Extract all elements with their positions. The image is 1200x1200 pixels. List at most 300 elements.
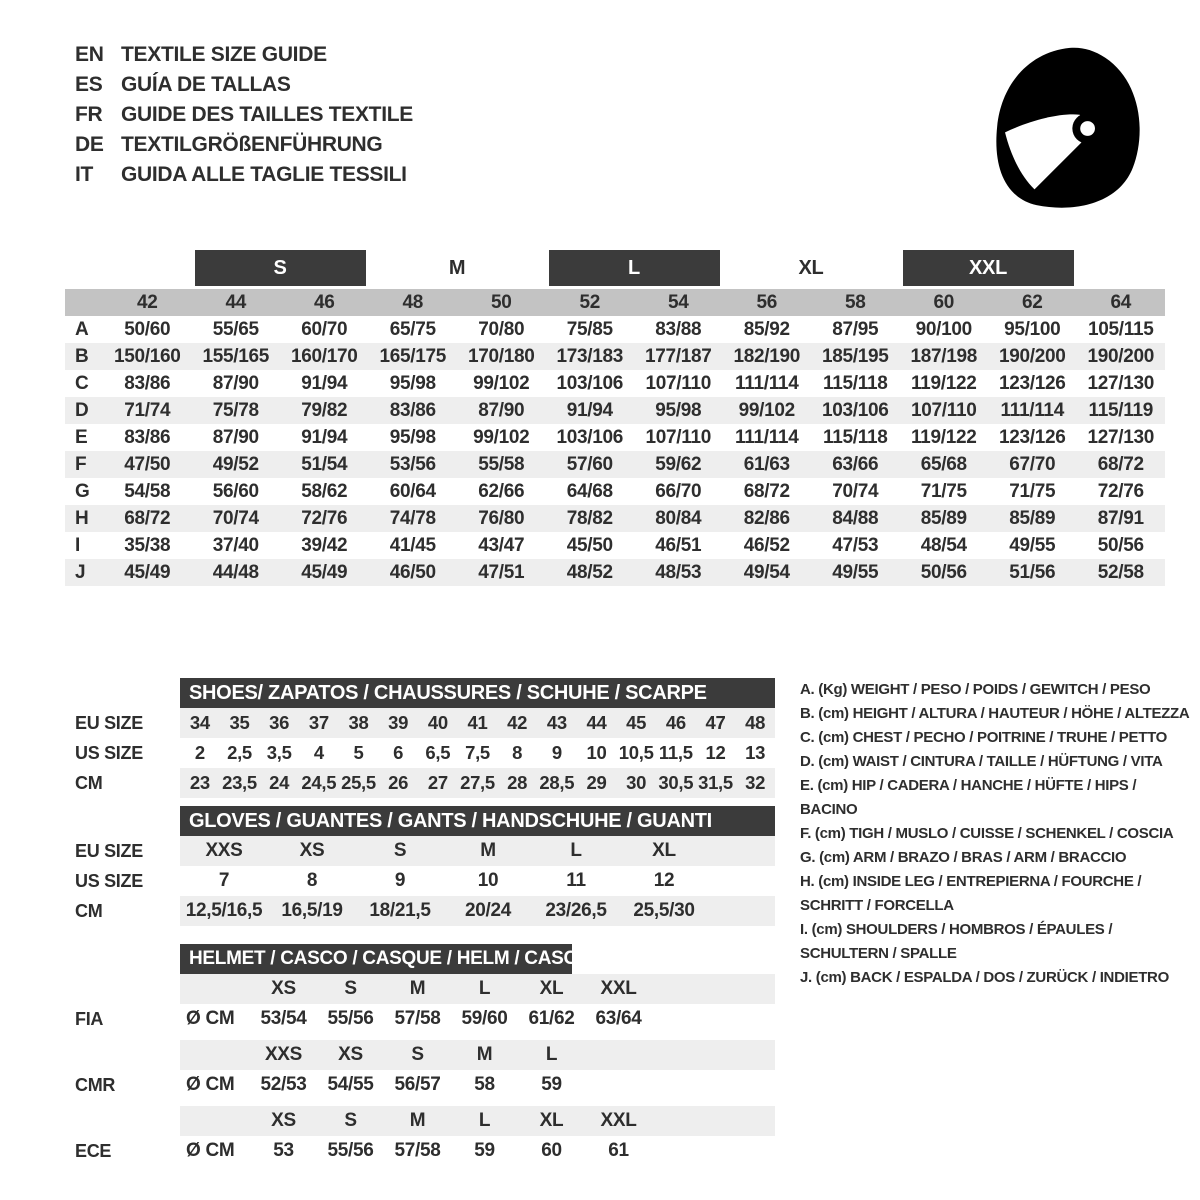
- size-cell: 123/126: [998, 426, 1066, 448]
- gloves-title: GLOVES / GUANTES / GANTS / HANDSCHUHE / GUANTI: [189, 809, 712, 832]
- size-cell: 85/89: [920, 507, 967, 529]
- size-value-cell: 57/58: [394, 1140, 441, 1161]
- size-cell: 95/98: [655, 399, 702, 421]
- size-cell: 95/98: [389, 372, 436, 394]
- helmet-value-row: [65, 1136, 775, 1166]
- table-cell: 27: [427, 772, 448, 793]
- size-cell: 53/56: [389, 453, 436, 475]
- size-row: [65, 451, 1165, 478]
- size-cell: 95/98: [389, 426, 436, 448]
- table-cell: 23/26,5: [545, 900, 607, 921]
- size-cell: 87/90: [212, 426, 259, 448]
- size-cell: 68/72: [743, 480, 790, 502]
- size-cell: 60/70: [301, 318, 348, 340]
- size-cell: 82/86: [743, 507, 790, 529]
- table-cell: 31,5: [698, 772, 733, 793]
- size-cell: 55/65: [212, 318, 259, 340]
- size-cell: 50/56: [920, 561, 967, 583]
- size-cell: 48/52: [566, 561, 613, 583]
- size-cell: 99/102: [473, 426, 530, 448]
- table-row: [65, 738, 775, 768]
- table-cell: 6,5: [425, 742, 451, 763]
- size-header-cell: XXS: [264, 1044, 303, 1065]
- size-cell: 115/119: [1088, 399, 1153, 421]
- shoes-table: [65, 678, 775, 798]
- size-header-cell: XS: [271, 1110, 296, 1131]
- size-cell: 68/72: [1097, 453, 1144, 475]
- helmet-size-row: [65, 1040, 775, 1070]
- size-cell: 47/50: [124, 453, 171, 475]
- size-value-cell: 61/62: [528, 1008, 575, 1029]
- size-row: [65, 397, 1165, 424]
- column-header: 56: [756, 291, 778, 313]
- size-cell: 65/68: [920, 453, 967, 475]
- gloves-table: [65, 806, 775, 926]
- table-cell: 8: [306, 870, 318, 891]
- size-cell: 47/51: [478, 561, 525, 583]
- legend-item: B. (cm) HEIGHT / ALTURA / HAUTEUR / HÖHE / ALTEZZA: [800, 705, 1190, 722]
- size-header-cell: XL: [539, 978, 564, 999]
- table-cell: 29: [586, 772, 607, 793]
- table-cell: 41: [467, 712, 488, 733]
- row-label: J: [75, 561, 86, 583]
- size-cell: 75/78: [212, 399, 259, 421]
- size-cell: 54/58: [124, 480, 171, 502]
- table-cell: 40: [427, 712, 448, 733]
- size-cell: 91/94: [566, 399, 613, 421]
- size-cell: 71/75: [1009, 480, 1056, 502]
- table-cell: 37: [308, 712, 329, 733]
- language-row: [75, 70, 413, 100]
- size-header-cell: XXL: [600, 1110, 637, 1131]
- size-cell: 119/122: [910, 372, 977, 394]
- table-cell: 16,5/19: [281, 900, 343, 921]
- language-code: FR: [75, 103, 103, 126]
- size-cell: 49/55: [832, 561, 879, 583]
- row-label: F: [75, 453, 87, 475]
- size-cell: 56/60: [212, 480, 259, 502]
- size-header-cell: S: [344, 978, 357, 999]
- legend-item: C. (cm) CHEST / PECHO / POITRINE / TRUHE / PETTO: [800, 729, 1168, 746]
- table-cell: M: [480, 840, 496, 861]
- unit-label: Ø CM: [186, 1140, 235, 1161]
- size-cell: 103/106: [821, 399, 889, 421]
- size-value-cell: 53: [273, 1140, 294, 1161]
- row-cells: [180, 974, 775, 1004]
- size-cell: 150/160: [113, 345, 181, 367]
- size-header-cell: L: [545, 1044, 558, 1065]
- table-cell: 25,5: [341, 772, 376, 793]
- size-cell: 84/88: [832, 507, 879, 529]
- legend-item: I. (cm) SHOULDERS / HOMBROS / ÉPAULES / SCHULTERN / SPALLE: [800, 921, 1113, 962]
- row-label: CMR: [75, 1074, 116, 1095]
- size-value-cell: 59: [541, 1074, 562, 1095]
- table-cell: 5: [353, 742, 364, 763]
- table-cell: 2: [194, 742, 205, 763]
- language-list: [75, 40, 413, 190]
- gloves-title-bar: [180, 806, 775, 836]
- size-value-cell: 61: [608, 1140, 629, 1161]
- row-label: A: [75, 318, 89, 340]
- table-cell: 35: [229, 712, 250, 733]
- size-cell: 78/82: [566, 507, 613, 529]
- size-cell: 52/58: [1097, 561, 1144, 583]
- size-header-cell: XXL: [600, 978, 637, 999]
- size-cell: 127/130: [1087, 372, 1155, 394]
- table-cell: S: [393, 840, 407, 861]
- table-cell: 30: [626, 772, 647, 793]
- row-cells: [180, 768, 775, 798]
- size-cell: 87/90: [212, 372, 259, 394]
- table-cell: 45: [626, 712, 647, 733]
- size-cell: 37/40: [212, 534, 259, 556]
- row-label: D: [75, 399, 89, 421]
- language-label: TEXTILE SIZE GUIDE: [121, 43, 327, 66]
- size-value-cell: 57/58: [394, 1008, 441, 1029]
- size-cell: 39/42: [301, 534, 348, 556]
- size-cell: 85/89: [1009, 507, 1056, 529]
- size-cell: 70/74: [832, 480, 879, 502]
- size-header-cell: M: [409, 978, 426, 999]
- size-cell: 75/85: [566, 318, 613, 340]
- language-row: [75, 40, 413, 70]
- table-cell: 46: [665, 712, 686, 733]
- language-label: GUIDE DES TAILLES TEXTILE: [121, 103, 413, 126]
- size-cell: 155/165: [202, 345, 270, 367]
- table-cell: 23: [189, 772, 210, 793]
- shoes-title: SHOES/ ZAPATOS / CHAUSSURES / SCHUHE / SCARPE: [189, 681, 707, 704]
- row-cells: [180, 866, 775, 896]
- row-cells: [180, 1040, 775, 1070]
- size-cell: 95/100: [1004, 318, 1061, 340]
- row-label: C: [75, 372, 89, 394]
- size-cell: 72/76: [1097, 480, 1144, 502]
- size-cell: 48/53: [655, 561, 702, 583]
- helmet-table: [65, 944, 775, 1166]
- table-cell: 3,5: [266, 742, 292, 763]
- table-cell: 12: [705, 742, 726, 763]
- size-value-cell: 54/55: [327, 1074, 374, 1095]
- column-header: 64: [1110, 291, 1132, 313]
- size-cell: 43/47: [478, 534, 525, 556]
- row-label: E: [75, 426, 88, 448]
- legend-item: D. (cm) WAIST / CINTURA / TAILLE / HÜFTUNG / VITA: [800, 753, 1163, 770]
- helmet-title: HELMET / CASCO / CASQUE / HELM / CASCO: [189, 948, 592, 969]
- legend-item: A. (Kg) WEIGHT / PESO / POIDS / GEWITCH / PESO: [800, 681, 1151, 698]
- column-header: 48: [402, 291, 424, 313]
- size-value-cell: 52/53: [260, 1074, 307, 1095]
- row-label: US SIZE: [75, 870, 143, 891]
- table-cell: 30,5: [658, 772, 694, 793]
- size-cell: 99/102: [473, 372, 530, 394]
- row-label: H: [75, 507, 89, 529]
- language-code: DE: [75, 133, 104, 156]
- size-row: [65, 532, 1165, 559]
- table-cell: 13: [745, 742, 766, 763]
- row-label: EU SIZE: [75, 840, 143, 861]
- row-cells: [180, 1136, 775, 1166]
- row-label: CM: [75, 772, 103, 793]
- size-cell: 127/130: [1087, 426, 1155, 448]
- legend-item: H. (cm) INSIDE LEG / ENTREPIERNA / FOURCHE / SCHRITT / FORCELLA: [800, 873, 1142, 914]
- size-cell: 111/114: [1000, 399, 1064, 421]
- table-cell: XS: [299, 840, 325, 861]
- helmet-value-row: [65, 1004, 775, 1034]
- table-cell: 20/24: [464, 900, 512, 921]
- table-cell: 39: [388, 712, 409, 733]
- helmet-value-row: [65, 1070, 775, 1100]
- size-header-cell: S: [411, 1044, 424, 1065]
- size-cell: 50/60: [124, 318, 171, 340]
- table-cell: 11: [566, 870, 586, 891]
- size-row: [65, 424, 1165, 451]
- table-cell: 10,5: [618, 742, 654, 763]
- size-row: [65, 505, 1165, 532]
- language-code: ES: [75, 73, 103, 96]
- size-cell: 99/102: [738, 399, 795, 421]
- size-cell: 83/86: [124, 372, 171, 394]
- table-cell: 28: [507, 772, 528, 793]
- size-header-cell: M: [409, 1110, 426, 1131]
- size-cell: 72/76: [301, 507, 348, 529]
- table-cell: 10: [477, 870, 499, 891]
- table-row: [65, 836, 775, 866]
- table-cell: 18/21,5: [369, 900, 431, 921]
- size-cell: 45/49: [124, 561, 171, 583]
- racing-helmet-icon: [985, 42, 1143, 219]
- size-legend: [800, 678, 1195, 990]
- table-cell: 7: [218, 870, 230, 891]
- size-cell: 35/38: [124, 534, 171, 556]
- row-label: CM: [75, 900, 103, 921]
- size-value-cell: 53/54: [260, 1008, 307, 1029]
- main-size-table: [65, 250, 1165, 586]
- row-cells: [180, 738, 775, 768]
- table-cell: 42: [507, 712, 528, 733]
- size-group: XL: [798, 256, 824, 279]
- table-cell: 7,5: [465, 742, 490, 763]
- column-header: 62: [1021, 291, 1043, 313]
- size-cell: 111/114: [735, 372, 799, 394]
- size-cell: 76/80: [478, 507, 525, 529]
- legend-item: E. (cm) HIP / CADERA / HANCHE / HÜFTE / HIPS / BACINO: [800, 777, 1137, 818]
- size-cell: 71/75: [920, 480, 967, 502]
- table-cell: 12: [653, 870, 675, 891]
- size-value-cell: 59/60: [461, 1008, 508, 1029]
- size-value-cell: 55/56: [327, 1140, 374, 1161]
- size-cell: 64/68: [566, 480, 613, 502]
- column-header: 60: [933, 291, 955, 313]
- size-cell: 71/74: [124, 399, 171, 421]
- size-cell: 51/56: [1009, 561, 1056, 583]
- size-group: XXL: [903, 250, 1074, 286]
- helmet-size-row: [65, 974, 775, 1004]
- size-cell: 59/62: [655, 453, 702, 475]
- row-cells: [180, 1106, 775, 1136]
- column-header: 54: [667, 291, 689, 313]
- table-cell: 32: [745, 772, 766, 793]
- size-cell: 65/75: [389, 318, 436, 340]
- size-row: [65, 316, 1165, 343]
- size-cell: 83/88: [655, 318, 702, 340]
- size-cell: 87/90: [478, 399, 525, 421]
- size-cell: 90/100: [915, 318, 972, 340]
- size-cell: 46/50: [389, 561, 436, 583]
- size-cell: 87/95: [832, 318, 879, 340]
- size-cell: 46/52: [743, 534, 790, 556]
- size-group: S: [195, 250, 366, 286]
- size-group: L: [549, 250, 720, 286]
- size-row: [65, 478, 1165, 505]
- table-cell: 23,5: [222, 772, 257, 793]
- size-cell: 91/94: [301, 426, 348, 448]
- size-cell: 66/70: [655, 480, 702, 502]
- size-cell: 80/84: [655, 507, 702, 529]
- table-cell: XXS: [205, 840, 243, 861]
- table-row: [65, 708, 775, 738]
- size-row: [65, 370, 1165, 397]
- legend-item: J. (cm) BACK / ESPALDA / DOS / ZURÜCK / INDIETRO: [800, 969, 1169, 986]
- size-header-cell: S: [344, 1110, 357, 1131]
- size-cell: 45/49: [301, 561, 348, 583]
- size-cell: 44/48: [212, 561, 259, 583]
- size-cell: 62/66: [478, 480, 525, 502]
- row-label: FIA: [75, 1008, 104, 1029]
- table-cell: 4: [313, 742, 324, 763]
- size-cell: 170/180: [467, 345, 535, 367]
- table-cell: 9: [394, 870, 406, 891]
- table-cell: 2,5: [227, 742, 252, 763]
- row-cells: [180, 708, 775, 738]
- size-value-cell: 55/56: [327, 1008, 374, 1029]
- size-cell: 41/45: [389, 534, 436, 556]
- size-cell: 49/54: [743, 561, 790, 583]
- size-cell: 111/114: [735, 426, 799, 448]
- table-cell: 25,5/30: [633, 900, 695, 921]
- size-cell: 45/50: [566, 534, 613, 556]
- size-value-cell: 59: [474, 1140, 495, 1161]
- size-cell: 103/106: [556, 372, 624, 394]
- size-cell: 115/118: [823, 426, 888, 448]
- language-code: IT: [75, 163, 94, 186]
- row-cells: [180, 836, 775, 866]
- table-cell: 26: [388, 772, 409, 793]
- unit-label: Ø CM: [186, 1074, 235, 1095]
- size-cell: 85/92: [743, 318, 790, 340]
- legend-item: F. (cm) TIGH / MUSLO / CUISSE / SCHENKEL / COSCIA: [800, 825, 1174, 842]
- row-cells: [180, 896, 775, 926]
- row-label: US SIZE: [75, 742, 143, 763]
- size-cell: 47/53: [832, 534, 879, 556]
- size-header-cell: M: [476, 1044, 493, 1065]
- table-cell: 24: [269, 772, 290, 793]
- helmet-size-row: [65, 1106, 775, 1136]
- helmet-title-bar: [180, 944, 592, 974]
- size-cell: 190/200: [1087, 345, 1155, 367]
- size-cell: 190/200: [998, 345, 1066, 367]
- size-group-row: [65, 250, 1165, 286]
- size-cell: 63/66: [832, 453, 879, 475]
- size-cell: 74/78: [389, 507, 436, 529]
- size-cell: 83/86: [389, 399, 436, 421]
- row-cells: [180, 1004, 775, 1034]
- size-cell: 165/175: [379, 345, 447, 367]
- language-label: GUÍA DE TALLAS: [121, 73, 291, 96]
- language-row: [75, 160, 413, 190]
- row-label: EU SIZE: [75, 712, 143, 733]
- size-cell: 91/94: [301, 372, 348, 394]
- size-cell: 107/110: [645, 372, 712, 394]
- language-code: EN: [75, 43, 104, 66]
- table-row: [65, 896, 775, 926]
- table-cell: XL: [652, 840, 676, 861]
- size-header-cell: L: [478, 978, 491, 999]
- table-cell: 6: [393, 742, 404, 763]
- size-cell: 46/51: [655, 534, 702, 556]
- size-cell: 115/118: [823, 372, 888, 394]
- column-header: 50: [490, 291, 512, 313]
- table-cell: 34: [189, 712, 210, 733]
- size-value-cell: 60: [541, 1140, 562, 1161]
- column-header: 42: [136, 291, 158, 313]
- table-cell: 48: [745, 712, 766, 733]
- size-cell: 51/54: [301, 453, 348, 475]
- unit-label: Ø CM: [186, 1008, 235, 1029]
- size-value-cell: 56/57: [394, 1074, 441, 1095]
- table-cell: 12,5/16,5: [185, 900, 263, 921]
- size-cell: 123/126: [998, 372, 1066, 394]
- table-row: [65, 866, 775, 896]
- size-cell: 103/106: [556, 426, 624, 448]
- language-label: GUIDA ALLE TAGLIE TESSILI: [121, 163, 407, 186]
- size-cell: 49/52: [212, 453, 259, 475]
- table-cell: L: [570, 840, 582, 861]
- table-cell: 38: [348, 712, 369, 733]
- size-group: M: [448, 256, 466, 279]
- size-cell: 60/64: [389, 480, 436, 502]
- language-label: TEXTILGRÖßENFÜHRUNG: [121, 133, 383, 156]
- size-cell: 61/63: [743, 453, 790, 475]
- size-cell: 187/198: [910, 345, 978, 367]
- size-cell: 185/195: [821, 345, 889, 367]
- shoes-title-bar: [180, 678, 775, 708]
- size-cell: 70/80: [478, 318, 525, 340]
- column-header: 46: [313, 291, 335, 313]
- column-header: 52: [579, 291, 601, 313]
- size-cell: 49/55: [1009, 534, 1056, 556]
- size-columns-row: [65, 289, 1165, 316]
- size-cell: 68/72: [124, 507, 171, 529]
- row-label: I: [75, 534, 80, 556]
- language-row: [75, 130, 413, 160]
- size-row: [65, 343, 1165, 370]
- column-header: 58: [844, 291, 866, 313]
- row-cells: [180, 1070, 775, 1100]
- size-cell: 107/110: [645, 426, 712, 448]
- size-header-cell: L: [478, 1110, 491, 1131]
- size-cell: 177/187: [644, 345, 712, 367]
- row-label: ECE: [75, 1140, 112, 1161]
- size-cell: 57/60: [566, 453, 613, 475]
- table-row: [65, 768, 775, 798]
- size-header-cell: XS: [271, 978, 296, 999]
- table-cell: 8: [512, 742, 523, 763]
- size-row: [65, 559, 1165, 586]
- table-cell: 10: [586, 742, 607, 763]
- row-label: B: [75, 345, 89, 367]
- size-cell: 83/86: [124, 426, 171, 448]
- table-cell: 9: [551, 742, 562, 763]
